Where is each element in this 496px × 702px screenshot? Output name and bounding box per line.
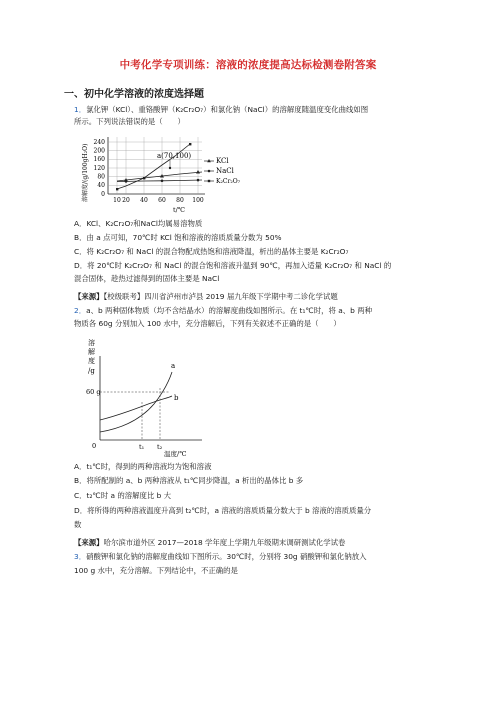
q1-option-d-line1: D．将 20℃时 K₂Cr₂O₇ 和 NaCl 的混合饱和溶液升温到 90℃，再加入适量 K₂Cr₂O₇ 和 NaCl 的 xyxy=(74,261,392,270)
q1-marker-nacl xyxy=(197,179,200,182)
q1-ytick: 200 xyxy=(93,147,105,155)
q1-ytick: 40 xyxy=(97,182,105,189)
q2-ylabel: 度 xyxy=(88,357,95,365)
q2-t2-label: t₂ xyxy=(157,443,163,451)
q3-number: 3． xyxy=(74,552,87,561)
q1-xtick: 80 xyxy=(176,197,184,204)
q2-option-d-line1: D．将所得的两种溶液温度升高到 t₂℃时，a 溶液的溶质质量分数大于 b 溶液的溶质质量分 xyxy=(74,506,372,515)
q2-curve-b xyxy=(100,396,172,420)
q2-option-a: A．t₁℃时，得到的两种溶液均为饱和溶液 xyxy=(74,462,212,471)
q1-point-a-label: a(70,100) xyxy=(157,152,192,160)
q1-option-c: C．将 K₂Cr₂O₇ 和 NaCl 的混合物配成热饱和溶液降温，析出的晶体主要是 K₂Cr₂O₇ xyxy=(74,247,349,256)
q1-legend-kcl: KCl xyxy=(216,157,229,165)
q2-number: 2． xyxy=(74,306,87,315)
document-title: 中考化学专项训练：溶液的浓度提高达标检测卷附答案 xyxy=(119,59,377,71)
q1-xtick: 10 xyxy=(113,197,121,204)
q1-legend-k2cr2o7: K₂Cr₂O₇ xyxy=(216,178,241,185)
q2-series-a-label: a xyxy=(171,362,176,370)
q2-origin-label: 0 xyxy=(92,442,97,450)
q1-option-a: A．KCl、K₂Cr₂O₇和NaCl均属易溶物质 xyxy=(74,219,203,228)
q1-stem-line1: 1．氯化钾（KCl）、重铬酸钾（K₂Cr₂O₇）和氯化钠（NaCl）的溶解度随温度变化曲线如图 xyxy=(74,105,369,114)
q1-xtick: 20 xyxy=(122,197,130,204)
q2-ylabel: 解 xyxy=(88,348,95,356)
q2-series-b-label: b xyxy=(174,394,179,402)
q1-ytick: 80 xyxy=(97,173,105,181)
q1-solubility-chart xyxy=(80,132,241,218)
q1-number: 1． xyxy=(74,105,87,114)
q2-ylabel: /g xyxy=(88,367,95,375)
q1-marker-k2cr2o7 xyxy=(116,188,118,190)
q2-stem-line2: 物质各 60g 分别加入 100 水中，充分溶解后，下列有关叙述不正确的是（ ） xyxy=(74,319,341,328)
q2-stem-line1: 2．a、b 两种固体物质（均不含结晶水）的溶解度曲线如图所示。在 t₁℃时，将 a、b 两种 xyxy=(74,306,372,315)
q1-legend-nacl: NaCl xyxy=(216,167,234,175)
q1-ytick: 0 xyxy=(101,191,105,198)
q1-source: 【来源】【校级联考】四川省泸州市泸县 2019 届九年级下学期中考二诊化学试题 xyxy=(74,292,338,301)
q2-source: 【来源】哈尔滨市道外区 2017—2018 学年度上学期九年级期末调研测试化学试卷 xyxy=(74,538,346,547)
q3-stem-line2: 100 g 水中，充分溶解。下列结论中，不正确的是 xyxy=(74,566,238,575)
q1-option-d-line2: 混合固体，趁热过滤得到的固体主要是 NaCl xyxy=(74,274,220,283)
q1-ytick: 120 xyxy=(93,165,105,172)
q1-stem-line2: 所示。下列说法错误的是（ ） xyxy=(74,117,185,126)
q2-xlabel: 温度/℃ xyxy=(164,450,187,458)
q1-ytick: 160 xyxy=(93,156,105,163)
q1-curve-kcl xyxy=(117,172,202,181)
q1-marker-kcl xyxy=(196,170,200,174)
q1-xtick: 100 xyxy=(192,197,204,204)
q1-marker-k2cr2o7 xyxy=(189,143,191,145)
q1-marker-nacl xyxy=(125,180,128,183)
q1-curve-nacl xyxy=(117,180,202,182)
q1-marker-nacl xyxy=(161,180,164,183)
q1-point-a xyxy=(169,167,171,169)
q1-option-b: B．由 a 点可知，70℃时 KCl 饱和溶液的溶质质量分数为 50% xyxy=(74,233,282,242)
q2-t1-label: t₁ xyxy=(139,443,145,451)
q2-option-d-line2: 数 xyxy=(74,520,82,529)
section-heading: 一、初中化学溶液的浓度选择题 xyxy=(64,89,204,100)
q1-legend xyxy=(204,157,241,185)
q2-option-b: B．将所配制的 a、b 两种溶液从 t₁℃同步降温，a 析出的晶体比 b 多 xyxy=(74,476,304,485)
q1-xtick: 60 xyxy=(158,197,166,204)
q1-marker-k2cr2o7 xyxy=(143,177,145,179)
q2-curve-a xyxy=(100,372,172,432)
q3-stem-line1: 3．硝酸钾和氯化钠的溶解度曲线如下图所示。30℃时，分别将 30g 硝酸钾和氯化钠放入 xyxy=(74,552,367,561)
q1-chart-ylabel: 溶解度/(g/100gH₂O) xyxy=(82,143,89,202)
q2-option-c: C．t₂℃时 a 的溶解度比 b 大 xyxy=(74,491,172,500)
q1-ytick: 240 xyxy=(93,139,105,146)
q2-solubility-chart xyxy=(84,336,214,458)
q2-y60-label: 60 g xyxy=(86,388,101,396)
q1-xtick: 40 xyxy=(140,197,148,204)
q1-chart-xlabel: t/℃ xyxy=(173,206,186,214)
q2-ylabel: 溶 xyxy=(88,339,95,347)
